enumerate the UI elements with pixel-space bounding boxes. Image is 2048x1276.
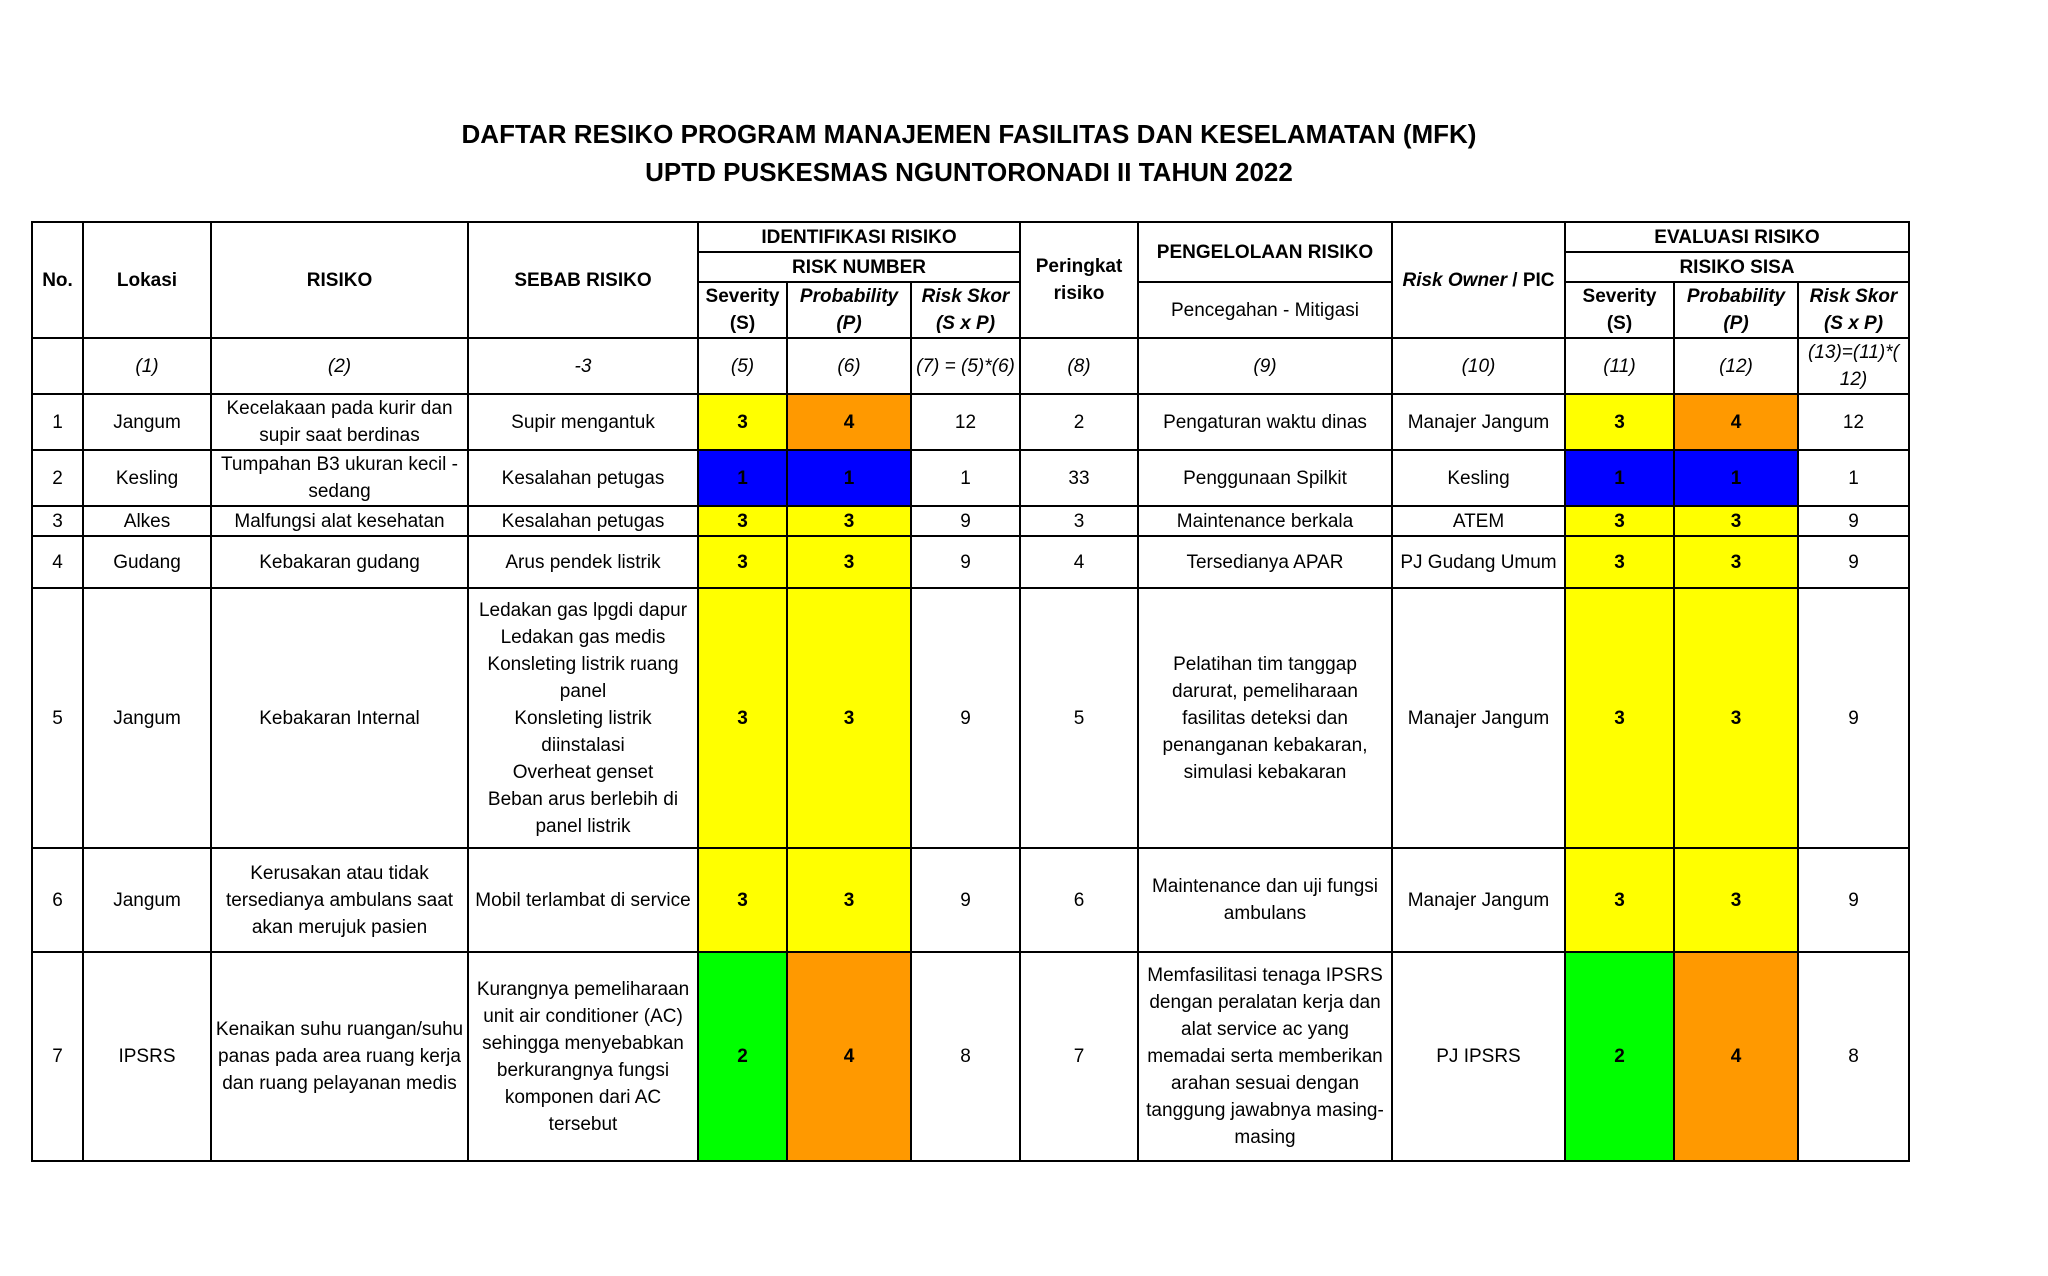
numbering-risiko: (2): [211, 338, 468, 394]
cell-risk-owner: PJ IPSRS: [1392, 952, 1565, 1161]
cell-severity-sisa: 2: [1565, 952, 1674, 1161]
cell-risk-owner: Manajer Jangum: [1392, 394, 1565, 450]
cell-lokasi: Gudang: [83, 536, 211, 588]
table-row: [32, 952, 1909, 1161]
header-risk-owner-italic: Risk Owner: [1402, 269, 1508, 291]
cell-lokasi: Jangum: [83, 848, 211, 952]
header-peringkat-risiko: Peringkat risiko: [1020, 222, 1138, 338]
cell-probability-sisa: 3: [1674, 536, 1798, 588]
cell-risiko: Malfungsi alat kesehatan: [211, 506, 468, 536]
cell-probability-sisa: 3: [1674, 588, 1798, 848]
header-pengelolaan-risiko: PENGELOLAAN RISIKO: [1138, 222, 1392, 282]
cell-risk-owner: Manajer Jangum: [1392, 588, 1565, 848]
cell-lokasi: Kesling: [83, 450, 211, 506]
header-risk-owner-pic: / PIC: [1507, 269, 1555, 291]
table-row: [32, 506, 1909, 536]
table-row: [32, 394, 1909, 450]
cell-severity-sisa: 3: [1565, 588, 1674, 848]
cell-probability: 4: [787, 394, 911, 450]
cell-risk-skor: 1: [911, 450, 1020, 506]
numbering-risk-skor: (7) = (5)*(6): [911, 338, 1020, 394]
numbering-severity-sisa: (11): [1565, 338, 1674, 394]
cell-probability: 1: [787, 450, 911, 506]
cell-probability: 4: [787, 952, 911, 1161]
cell-peringkat: 2: [1020, 394, 1138, 450]
cell-risk-skor: 9: [911, 506, 1020, 536]
cell-probability-sisa: 4: [1674, 394, 1798, 450]
numbering-owner: (10): [1392, 338, 1565, 394]
cell-risk-owner: Kesling: [1392, 450, 1565, 506]
header-severity-sisa: Severity (S): [1565, 282, 1674, 338]
cell-no: 1: [32, 394, 83, 450]
cell-severity: 3: [698, 536, 787, 588]
cell-severity-sisa: 3: [1565, 848, 1674, 952]
cell-pencegahan-mitigasi: Penggunaan Spilkit: [1138, 450, 1392, 506]
numbering-pengelolaan: (9): [1138, 338, 1392, 394]
header-sebab-risiko: SEBAB RISIKO: [468, 222, 698, 338]
cell-severity: 3: [698, 588, 787, 848]
table-row: [32, 588, 1909, 848]
cell-sebab-risiko: Kesalahan petugas: [468, 506, 698, 536]
cell-severity: 3: [698, 848, 787, 952]
header-row-1: [32, 222, 1909, 252]
cell-sebab-risiko: Mobil terlambat di service: [468, 848, 698, 952]
cell-risk-skor-sisa: 9: [1798, 848, 1909, 952]
header-risk-skor-sisa: Risk Skor (S x P): [1798, 282, 1909, 338]
cell-risk-skor: 9: [911, 588, 1020, 848]
cell-risk-skor: 9: [911, 848, 1020, 952]
cell-risiko: Kebakaran Internal: [211, 588, 468, 848]
cell-risiko: Kerusakan atau tidak tersedianya ambulans saat akan merujuk pasien: [211, 848, 468, 952]
header-risiko: RISIKO: [211, 222, 468, 338]
cell-sebab-risiko: Kurangnya pemeliharaan unit air conditioner (AC) sehingga menyebabkan berkurangnya fungsi komponen dari AC tersebut: [468, 952, 698, 1161]
document-subtitle: UPTD PUSKESMAS NGUNTORONADI II TAHUN 2022: [645, 157, 1293, 187]
cell-severity-sisa: 1: [1565, 450, 1674, 506]
cell-risiko: Kebakaran gudang: [211, 536, 468, 588]
cell-risk-skor-sisa: 1: [1798, 450, 1909, 506]
cell-risk-skor: 12: [911, 394, 1020, 450]
cell-peringkat: 3: [1020, 506, 1138, 536]
cell-severity: 1: [698, 450, 787, 506]
cell-risiko: Kenaikan suhu ruangan/suhu panas pada area ruang kerja dan ruang pelayanan medis: [211, 952, 468, 1161]
cell-probability: 3: [787, 588, 911, 848]
cell-peringkat: 33: [1020, 450, 1138, 506]
cell-peringkat: 7: [1020, 952, 1138, 1161]
numbering-peringkat: (8): [1020, 338, 1138, 394]
cell-probability: 3: [787, 536, 911, 588]
cell-no: 7: [32, 952, 83, 1161]
cell-pencegahan-mitigasi: Pelatihan tim tanggap darurat, pemeliharaan fasilitas deteksi dan penanganan kebakaran, simulasi kebakaran: [1138, 588, 1392, 848]
header-evaluasi-risiko: EVALUASI RISIKO: [1565, 222, 1909, 252]
cell-sebab-risiko: Supir mengantuk: [468, 394, 698, 450]
cell-risk-owner: ATEM: [1392, 506, 1565, 536]
header-risiko-sisa: RISIKO SISA: [1565, 252, 1909, 282]
cell-lokasi: Jangum: [83, 394, 211, 450]
cell-no: 5: [32, 588, 83, 848]
cell-lokasi: Jangum: [83, 588, 211, 848]
cell-risk-owner: PJ Gudang Umum: [1392, 536, 1565, 588]
numbering-risk-skor-sisa: (13)=(11)*( 12): [1798, 338, 1909, 394]
header-no: No.: [32, 222, 83, 338]
numbering-sebab: -3: [468, 338, 698, 394]
cell-probability-sisa: 3: [1674, 848, 1798, 952]
risk-register-table: [31, 221, 1910, 1162]
document-title: DAFTAR RESIKO PROGRAM MANAJEMEN FASILITAS DAN KESELAMATAN (MFK): [461, 119, 1477, 149]
cell-peringkat: 5: [1020, 588, 1138, 848]
cell-peringkat: 6: [1020, 848, 1138, 952]
header-probability: Probability (P): [787, 282, 911, 338]
cell-probability: 3: [787, 506, 911, 536]
cell-probability-sisa: 3: [1674, 506, 1798, 536]
cell-risk-skor-sisa: 12: [1798, 394, 1909, 450]
cell-severity-sisa: 3: [1565, 394, 1674, 450]
cell-risk-skor-sisa: 8: [1798, 952, 1909, 1161]
header-risk-number: RISK NUMBER: [698, 252, 1020, 282]
cell-pencegahan-mitigasi: Memfasilitasi tenaga IPSRS dengan peralatan kerja dan alat service ac yang memadai serta memberikan arahan sesuai dengan tanggung jawabnya masing-masing: [1138, 952, 1392, 1161]
cell-lokasi: IPSRS: [83, 952, 211, 1161]
cell-risk-skor-sisa: 9: [1798, 536, 1909, 588]
numbering-severity: (5): [698, 338, 787, 394]
cell-risk-skor: 9: [911, 536, 1020, 588]
table-row: [32, 536, 1909, 588]
cell-severity-sisa: 3: [1565, 506, 1674, 536]
numbering-lokasi: (1): [83, 338, 211, 394]
numbering-no: [32, 338, 83, 394]
header-risk-skor: Risk Skor (S x P): [911, 282, 1020, 338]
cell-pencegahan-mitigasi: Tersedianya APAR: [1138, 536, 1392, 588]
table-row: [32, 450, 1909, 506]
cell-risk-skor-sisa: 9: [1798, 588, 1909, 848]
cell-lokasi: Alkes: [83, 506, 211, 536]
table-row: [32, 848, 1909, 952]
cell-sebab-risiko: Kesalahan petugas: [468, 450, 698, 506]
cell-pencegahan-mitigasi: Pengaturan waktu dinas: [1138, 394, 1392, 450]
cell-probability-sisa: 1: [1674, 450, 1798, 506]
cell-severity: 3: [698, 394, 787, 450]
header-pencegahan-mitigasi: Pencegahan - Mitigasi: [1138, 282, 1392, 338]
numbering-probability-sisa: (12): [1674, 338, 1798, 394]
cell-risk-owner: Manajer Jangum: [1392, 848, 1565, 952]
cell-no: 2: [32, 450, 83, 506]
cell-sebab-risiko: Ledakan gas lpgdi dapur Ledakan gas medis Konsleting listrik ruang panel Konsleting listrik diinstalasi Overheat genset Beban arus berlebih di panel listrik: [468, 588, 698, 848]
header-probability-sisa: Probability (P): [1674, 282, 1798, 338]
cell-severity-sisa: 3: [1565, 536, 1674, 588]
header-identifikasi-risiko: IDENTIFIKASI RISIKO: [698, 222, 1020, 252]
cell-no: 6: [32, 848, 83, 952]
cell-severity: 3: [698, 506, 787, 536]
cell-pencegahan-mitigasi: Maintenance berkala: [1138, 506, 1392, 536]
cell-probability-sisa: 4: [1674, 952, 1798, 1161]
header-severity: Severity (S): [698, 282, 787, 338]
cell-sebab-risiko: Arus pendek listrik: [468, 536, 698, 588]
cell-pencegahan-mitigasi: Maintenance dan uji fungsi ambulans: [1138, 848, 1392, 952]
cell-risk-skor-sisa: 9: [1798, 506, 1909, 536]
numbering-row: [32, 338, 1909, 394]
cell-risiko: Kecelakaan pada kurir dan supir saat berdinas: [211, 394, 468, 450]
cell-no: 3: [32, 506, 83, 536]
cell-risiko: Tumpahan B3 ukuran kecil - sedang: [211, 450, 468, 506]
numbering-probability: (6): [787, 338, 911, 394]
header-risk-owner: [1392, 222, 1565, 338]
cell-no: 4: [32, 536, 83, 588]
cell-probability: 3: [787, 848, 911, 952]
cell-severity: 2: [698, 952, 787, 1161]
cell-risk-skor: 8: [911, 952, 1020, 1161]
cell-peringkat: 4: [1020, 536, 1138, 588]
header-lokasi: Lokasi: [83, 222, 211, 338]
